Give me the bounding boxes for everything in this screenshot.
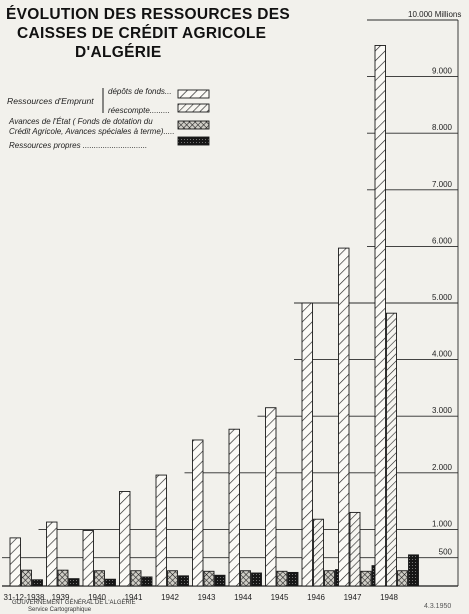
bar-0-8 — [302, 303, 313, 586]
bar-3-5 — [215, 575, 225, 586]
x-tick-label-9: 1947 — [343, 593, 362, 602]
bar-3-0 — [33, 580, 43, 586]
legend-swatch-0 — [178, 90, 209, 98]
y-tick-label-0: 500 — [438, 547, 452, 557]
bar-0-2 — [83, 531, 94, 586]
x-tick-label-7: 1945 — [270, 593, 289, 602]
y-tick-label-3: 3.000 — [431, 406, 452, 416]
bar-3-4 — [179, 576, 189, 586]
footer-source-line-2: Service Cartographique — [28, 607, 92, 613]
bar-2-3 — [131, 571, 141, 586]
bar-3-6 — [252, 573, 262, 586]
x-tick-label-5: 1943 — [197, 593, 216, 602]
bar-2-1 — [58, 570, 68, 586]
bar-0-4 — [156, 475, 167, 586]
bar-2-2 — [95, 571, 105, 586]
x-tick-label-0: 31-12-1938 — [3, 593, 45, 602]
y-tick-label-8: 8.000 — [431, 123, 452, 133]
bar-3-10 — [409, 555, 419, 586]
y-tick-label-6: 6.000 — [431, 236, 452, 246]
bar-2-4 — [168, 571, 178, 586]
legend-swatch-1 — [178, 104, 209, 112]
y-tick-label-7: 7.000 — [431, 179, 452, 189]
bar-2-10 — [398, 571, 408, 586]
bar-0-6 — [229, 429, 240, 586]
bar-2-0 — [22, 570, 32, 586]
bar-3-1 — [69, 579, 79, 586]
bar-0-5 — [193, 440, 204, 586]
legend-label-avances-line2: Crédit Agricole, Avances spéciales à terme)..... — [9, 127, 175, 136]
footer-date: 4.3.1950 — [424, 603, 452, 610]
x-tick-label-1: 1939 — [51, 593, 70, 602]
bar-3-2 — [106, 579, 116, 586]
bar-0-3 — [120, 491, 131, 586]
legend-label-avances-line1: Avances de l'État ( Fonds de dotation du — [9, 117, 153, 126]
x-tick-label-6: 1944 — [234, 593, 252, 602]
x-tick-label-2: 1940 — [88, 593, 106, 602]
x-tick-label-4: 1942 — [161, 593, 179, 602]
legend-label-propres: Ressources propres ............................. — [9, 141, 148, 150]
legend-label-reescompte: réescompte......... — [108, 106, 170, 115]
bar-2-5 — [204, 571, 214, 586]
bar-0-10 — [375, 45, 386, 586]
bar-1-10 — [387, 313, 397, 586]
legend-label-depots: dépôts de fonds... — [108, 87, 172, 96]
bar-2-8 — [325, 571, 335, 586]
bar-0-0 — [10, 538, 21, 586]
legend-swatch-3 — [178, 137, 209, 145]
y-tick-label-5: 5.000 — [431, 293, 452, 302]
y-tick-label-2: 2.000 — [431, 462, 452, 472]
chart-title-line-1: ÉVOLUTION DES RESSOURCES DES — [6, 6, 291, 23]
bar-1-8 — [314, 519, 324, 586]
bar-0-9 — [339, 248, 350, 586]
chart-title-line-3: D'ALGÉRIE — [75, 44, 162, 61]
bar-1-9 — [350, 512, 360, 586]
y-tick-label-9: 9.000 — [431, 66, 452, 76]
legend-swatch-2 — [178, 121, 209, 129]
bar-3-7 — [288, 572, 298, 586]
bar-2-9 — [361, 571, 371, 586]
bar-3-3 — [142, 577, 152, 586]
x-tick-label-3: 1941 — [124, 593, 143, 602]
bar-2-6 — [241, 571, 251, 586]
bar-2-7 — [277, 571, 287, 586]
bar-0-7 — [266, 408, 277, 586]
chart-title-line-2: CAISSES DE CRÉDIT AGRICOLE — [17, 25, 267, 42]
bar-0-1 — [47, 522, 58, 586]
y-tick-label-4: 4.000 — [431, 349, 452, 359]
x-tick-label-10: 1948 — [380, 593, 398, 602]
x-tick-label-8: 1946 — [307, 593, 325, 602]
y-tick-label-1: 1.000 — [431, 519, 452, 529]
y-tick-label-10: 10.000 Millions — [408, 10, 462, 19]
footer-source-line-1: GOUVERNEMENT GÉNÉRAL DE L'ALGÉRIE — [12, 600, 136, 606]
legend-group-label: Ressources d'Emprunt — [7, 96, 94, 106]
